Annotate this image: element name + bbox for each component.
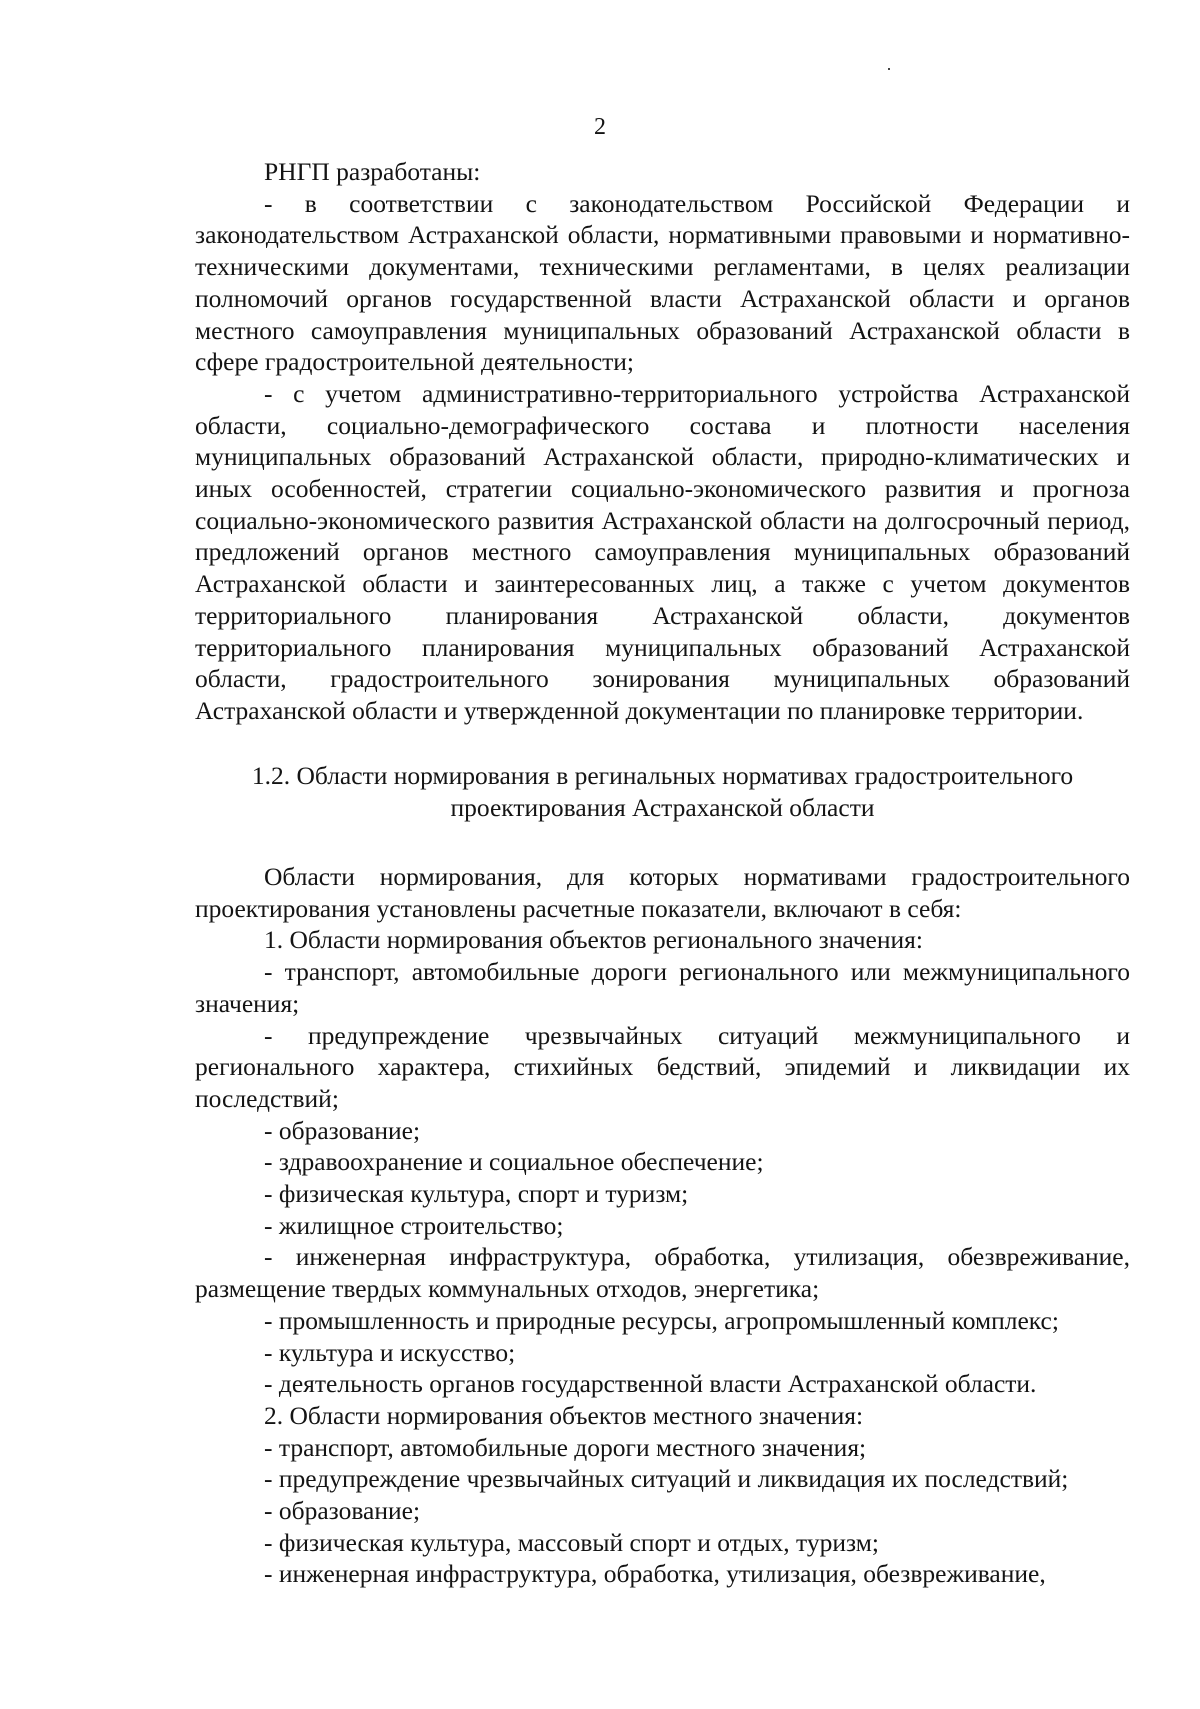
group-title-regional: 1. Области нормирования объектов регионального значения: xyxy=(264,925,923,955)
section-heading-line: проектирования Астраханской области xyxy=(450,793,875,822)
intro-item: - в соответствии с законодательством Российской Федерации и законодательством Астраханской области, нормативными правовыми и нормативно-техническими документами, техническими регламентами, в целях реализации полномочий органов государственной власти Астраханской области и органов местного самоуправления муниципальных образований Астраханской области в сфере градостроительной деятельности; xyxy=(195,188,1130,377)
list-item: - предупреждение чрезвычайных ситуаций межмуниципального и регионального характера, стихийных бедствий, эпидемий и ликвидации их последствий; xyxy=(195,1020,1130,1113)
list-item: - культура и искусство; xyxy=(264,1337,516,1367)
list-item: - транспорт, автомобильные дороги местного значения; xyxy=(264,1432,867,1462)
section-intro: Области нормирования, для которых нормативами градостроительного проектирования установлены расчетные показатели, включают в себя: xyxy=(195,862,1130,923)
list-item: - промышленность и природные ресурсы, агропромышленный комплекс; xyxy=(264,1305,1059,1335)
list-item: - инженерная инфраструктура, обработка, утилизация, обезвреживание, xyxy=(264,1559,1046,1589)
list-item: - инженерная инфраструктура, обработка, утилизация, обезвреживание, размещение твердых коммунальных отходов, энергетика; xyxy=(195,1242,1130,1304)
list-item: - физическая культура, массовый спорт и отдых, туризм; xyxy=(264,1527,879,1557)
page-number: 2 xyxy=(594,114,606,140)
list-item: - образование; xyxy=(264,1496,421,1526)
intro-item: - с учетом административно-территориального устройства Астраханской области, социально-демографического состава и плотности населения муниципальных образований Астраханской области, природно-климатических и иных особенностей, стратегии социально-экономического развития и прогноза социально-экономического развития Астраханской области на долгосрочный период, предложений органов местного самоуправления муниципальных образований Астраханской области и заинтересованных лиц, а также с учетом документов территориального планирования Астраханской области, документов территориального планирования муниципальных образований Астраханской области, градостроительного зонирования муниципальных образований Астраханской области и утвержденной документации по планировке территории. xyxy=(195,378,1130,725)
intro-lead: РНГП разработаны: xyxy=(264,157,481,186)
group-title-local: 2. Области нормирования объектов местного значения: xyxy=(264,1400,864,1430)
section-heading xyxy=(195,760,1130,824)
intro-block xyxy=(195,156,1130,727)
section-body xyxy=(195,861,1130,1590)
list-item: - предупреждение чрезвычайных ситуаций и ликвидация их последствий; xyxy=(264,1464,1069,1494)
list-item: - образование; xyxy=(264,1115,421,1145)
section-heading-line: 1.2. Области нормирования в регинальных нормативах градостроительного xyxy=(251,761,1074,790)
list-item: - жилищное строительство; xyxy=(264,1210,564,1240)
list-item: - физическая культура, спорт и туризм; xyxy=(264,1179,689,1209)
list-item: - деятельность органов государственной власти Астраханской области. xyxy=(264,1369,1037,1399)
list-item: - транспорт, автомобильные дороги регионального или межмуниципального значения; xyxy=(195,957,1130,1018)
list-item: - здравоохранение и социальное обеспечение; xyxy=(264,1147,764,1177)
scan-speck xyxy=(888,68,890,70)
